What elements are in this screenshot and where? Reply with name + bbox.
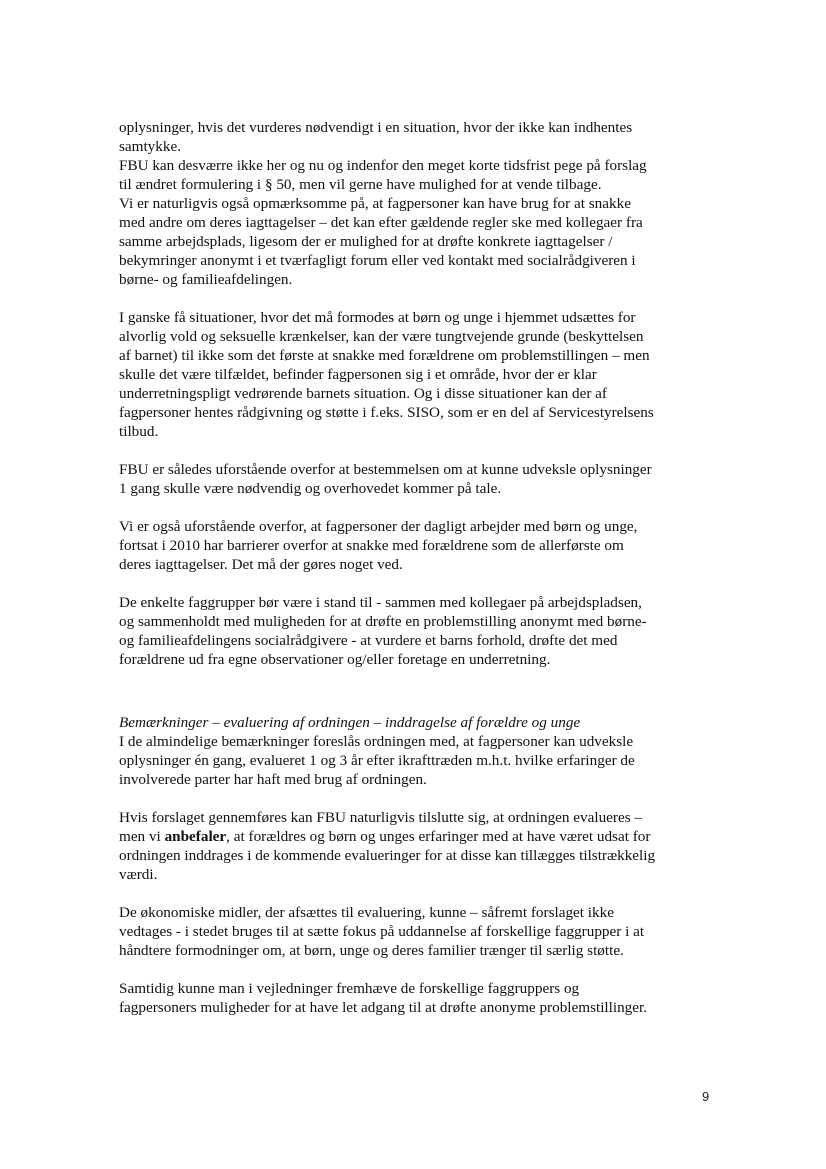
emphasis-bold: anbefaler xyxy=(164,828,227,845)
text-line: håndtere formodninger om, at børn, unge og deres familier trænger til særlig støtte. xyxy=(119,942,624,959)
paragraph xyxy=(119,593,719,669)
body-text-upper xyxy=(119,118,719,669)
text-line: I de almindelige bemærkninger foreslås ordningen med, at fagpersoner kan udveksle xyxy=(119,733,634,750)
text-line: Vi er også uforstående overfor, at fagpersoner der dagligt arbejder med børn og unge, xyxy=(119,518,638,535)
text-line: 1 gang skulle være nødvendig og overhovedet kommer på tale. xyxy=(119,480,502,497)
text-line: oplysninger, hvis det vurderes nødvendigt i en situation, hvor der ikke kan indhentes xyxy=(119,119,633,136)
text-line: af barnet) til ikke som det første at snakke med forældrene om problemstillingen – men xyxy=(119,347,650,364)
text-line: til ændret formulering i § 50, men vil gerne have mulighed for at vende tilbage. xyxy=(119,176,602,193)
paragraph xyxy=(119,979,719,1017)
text-line: og sammenholdt med muligheden for at drøfte en problemstilling anonymt med børne- xyxy=(119,613,647,630)
text-line: samme arbejdsplads, ligesom der er mulighed for at drøfte konkrete iagttagelser / xyxy=(119,233,613,250)
text-line: skulle det være tilfældet, befinder fagpersonen sig i et område, hvor der er klar xyxy=(119,366,597,383)
body-text-lower xyxy=(119,713,719,1017)
text-line: værdi. xyxy=(119,866,158,883)
text-line: FBU kan desværre ikke her og nu og indenfor den meget korte tidsfrist pege på forslag xyxy=(119,157,647,174)
text-line: vedtages - i stedet bruges til at sætte fokus på uddannelse af forskellige faggrupper i at xyxy=(119,923,645,940)
paragraph xyxy=(119,732,719,789)
paragraph xyxy=(119,903,719,960)
paragraph xyxy=(119,517,719,574)
paragraph xyxy=(119,118,719,289)
text-line xyxy=(119,827,719,846)
paragraph xyxy=(119,808,719,884)
paragraph xyxy=(119,308,719,441)
text-line: I ganske få situationer, hvor det må formodes at børn og unge i hjemmet udsættes for xyxy=(119,309,636,326)
text-line: De enkelte faggrupper bør være i stand til - sammen med kollegaer på arbejdspladsen, xyxy=(119,594,642,611)
text-line: De økonomiske midler, der afsættes til evaluering, kunne – såfremt forslaget ikke xyxy=(119,904,614,921)
text-line: fortsat i 2010 har barrierer overfor at snakke med forældrene som de allerførste om xyxy=(119,537,624,554)
text-line: bekymringer anonymt i et tværfagligt forum eller ved kontakt med socialrådgiveren i xyxy=(119,252,636,269)
text-line: med andre om deres iagttagelser – det kan efter gældende regler ske med kollegaer fra xyxy=(119,214,643,231)
text-line: forældrene ud fra egne observationer og/eller foretage en underretning. xyxy=(119,651,551,668)
section-heading: Bemærkninger – evaluering af ordningen – inddragelse af forældre og unge xyxy=(119,714,581,731)
text-line: tilbud. xyxy=(119,423,159,440)
text-line: underretningspligt vedrørende barnets situation. Og i disse situationer kan der af xyxy=(119,385,607,402)
text-line: oplysninger én gang, evalueret 1 og 3 år efter ikrafttræden m.h.t. hvilke erfaringer de xyxy=(119,752,635,769)
text-line: alvorlig vold og seksuelle krænkelser, kan der være tungtvejende grunde (beskyttelsen xyxy=(119,328,644,345)
text-line: Hvis forslaget gennemføres kan FBU naturligvis tilslutte sig, at ordningen evalueres – xyxy=(119,809,643,826)
text-run: men vi xyxy=(119,828,165,845)
text-line: og familieafdelingens socialrådgivere - at vurdere et barns forhold, drøfte det med xyxy=(119,632,618,649)
text-line: samtykke. xyxy=(119,138,182,155)
text-line: børne- og familieafdelingen. xyxy=(119,271,293,288)
paragraph xyxy=(119,460,719,498)
text-line: Samtidig kunne man i vejledninger fremhæve de forskellige faggruppers og xyxy=(119,980,580,997)
text-line: involverede parter har haft med brug af ordningen. xyxy=(119,771,427,788)
text-line: Vi er naturligvis også opmærksomme på, at fagpersoner kan have brug for at snakke xyxy=(119,195,631,212)
page-number: 9 xyxy=(702,1089,710,1104)
text-line: FBU er således uforstående overfor at bestemmelsen om at kunne udveksle oplysninger xyxy=(119,461,652,478)
text-run: , at forældres og børn og unges erfaringer med at have været udsat for xyxy=(226,828,651,845)
text-line: fagpersoner hentes rådgivning og støtte i f.eks. SISO, som er en del af Servicestyrelsens xyxy=(119,404,654,421)
text-line: fagpersoners muligheder for at have let adgang til at drøfte anonyme problemstillinger. xyxy=(119,999,648,1016)
text-line: ordningen inddrages i de kommende evalueringer for at disse kan tillægges tilstrækkelig xyxy=(119,847,656,864)
text-line: deres iagttagelser. Det må der gøres noget ved. xyxy=(119,556,403,573)
